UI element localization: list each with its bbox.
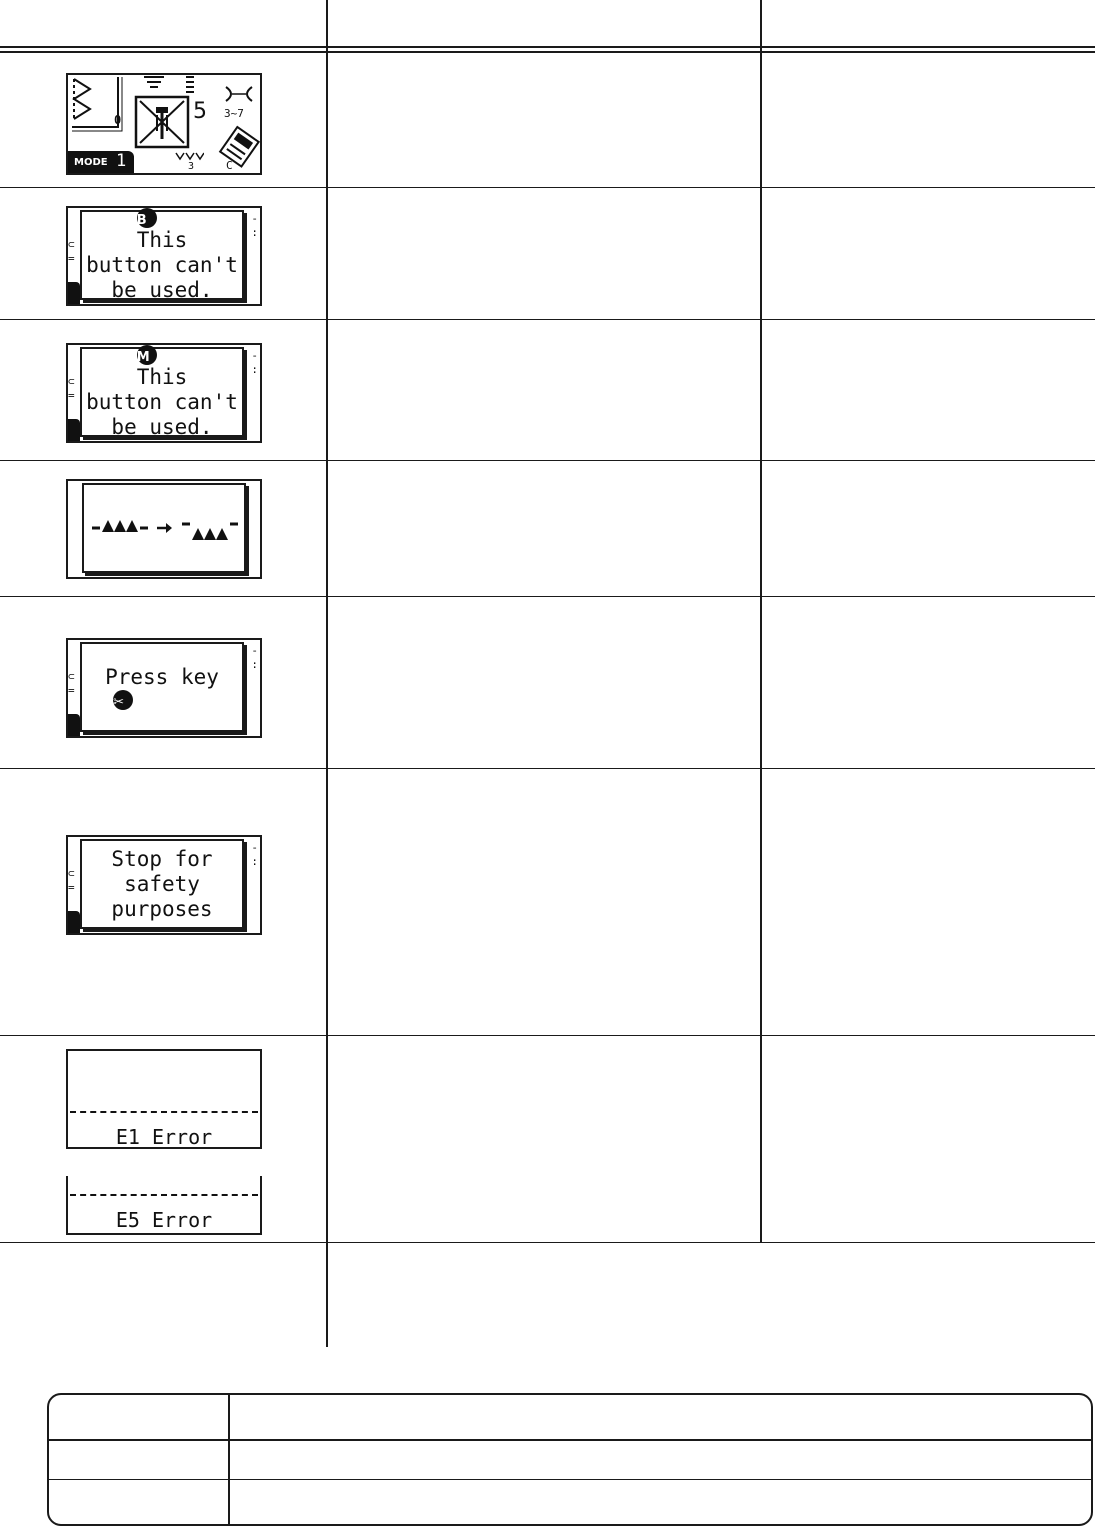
mode-tab (68, 911, 80, 933)
m-key-icon: M (137, 345, 157, 365)
tension-range: 3~7 (224, 107, 244, 120)
row-divider (0, 768, 1095, 769)
lcd-edge-marks: - : (251, 212, 258, 239)
error-e5-text: E5 Error (115, 1208, 213, 1232)
lcd-edge-marks: - : (251, 644, 258, 671)
row-divider (0, 1242, 1095, 1243)
popup-b-button (80, 210, 244, 300)
lcd-b-button-screen (66, 206, 262, 306)
dashed-divider (70, 1194, 258, 1196)
header-rule-top (0, 46, 1095, 48)
legend-row-divider (49, 1479, 1091, 1480)
popup-line-1: This (136, 227, 188, 252)
presser-foot-icon (216, 125, 260, 169)
mode-number: 1 (116, 151, 127, 171)
legend-box (47, 1393, 1093, 1526)
lcd-feed-dog-screen (66, 479, 262, 579)
popup-line-3: be used. (111, 277, 213, 302)
popup-line-2: button can't (86, 252, 238, 277)
press-key-text: Press key (105, 664, 219, 689)
width-value: 5 (193, 99, 207, 124)
popup-feed-dog (82, 483, 246, 573)
row-divider (0, 596, 1095, 597)
popup-line-2: safety (124, 871, 200, 896)
popup-line-2: button can't (86, 389, 238, 414)
popup-stop-safety (80, 839, 244, 929)
arrow-right-icon (157, 523, 172, 533)
popup-m-button (80, 347, 244, 437)
scissors-key-icon: ✂ (113, 690, 133, 710)
lcd-edge-marks: - : (251, 841, 258, 868)
b-key-icon: B (137, 208, 157, 228)
row-divider (0, 187, 1095, 188)
lcd-edge-marks: - : (251, 349, 258, 376)
width-bars-icon (142, 75, 202, 95)
lcd-error-e1-screen (66, 1049, 262, 1149)
error-e1-text: E1 Error (115, 1125, 213, 1149)
dashed-divider (70, 1111, 258, 1113)
header-rule-bottom (0, 51, 1095, 53)
lcd-m-button-screen (66, 343, 262, 443)
lcd-edge-marks: ⊂ = (68, 670, 75, 697)
popup-line-1: This (136, 364, 188, 389)
mode-tab (68, 714, 80, 736)
row-divider (0, 1035, 1095, 1036)
lcd-edge-marks: ⊂ = (68, 867, 75, 894)
lcd-press-key-screen (66, 638, 262, 738)
thread-tension-icon (222, 85, 256, 103)
row-divider (0, 319, 1095, 320)
zero-value: 0 (114, 113, 122, 127)
row-divider (0, 460, 1095, 461)
lcd-edge-marks: ⊂ = (68, 238, 75, 265)
mode-label: MODE (74, 157, 108, 168)
popup-press-key (80, 642, 244, 732)
popup-line-3: be used. (111, 414, 213, 439)
legend-row-divider (49, 1439, 1091, 1441)
mode-tab (68, 419, 80, 441)
popup-line-1: Stop for (111, 846, 213, 871)
feed-dog-change-icon (90, 508, 238, 548)
feed-value: 3 (188, 161, 195, 172)
lcd-error-e5-screen (66, 1176, 262, 1235)
lcd-stop-safety-screen (66, 835, 262, 935)
foot-letter: C (226, 159, 233, 172)
legend-column-divider (228, 1395, 230, 1524)
mode-label-tab (68, 151, 134, 173)
lcd-edge-marks: ⊂ = (68, 375, 75, 402)
popup-line-3: purposes (111, 896, 213, 921)
mode-tab (68, 282, 80, 304)
column-divider-left (326, 0, 328, 1347)
needle-cross-icon (134, 95, 190, 149)
lcd-mode-screen (66, 73, 262, 175)
